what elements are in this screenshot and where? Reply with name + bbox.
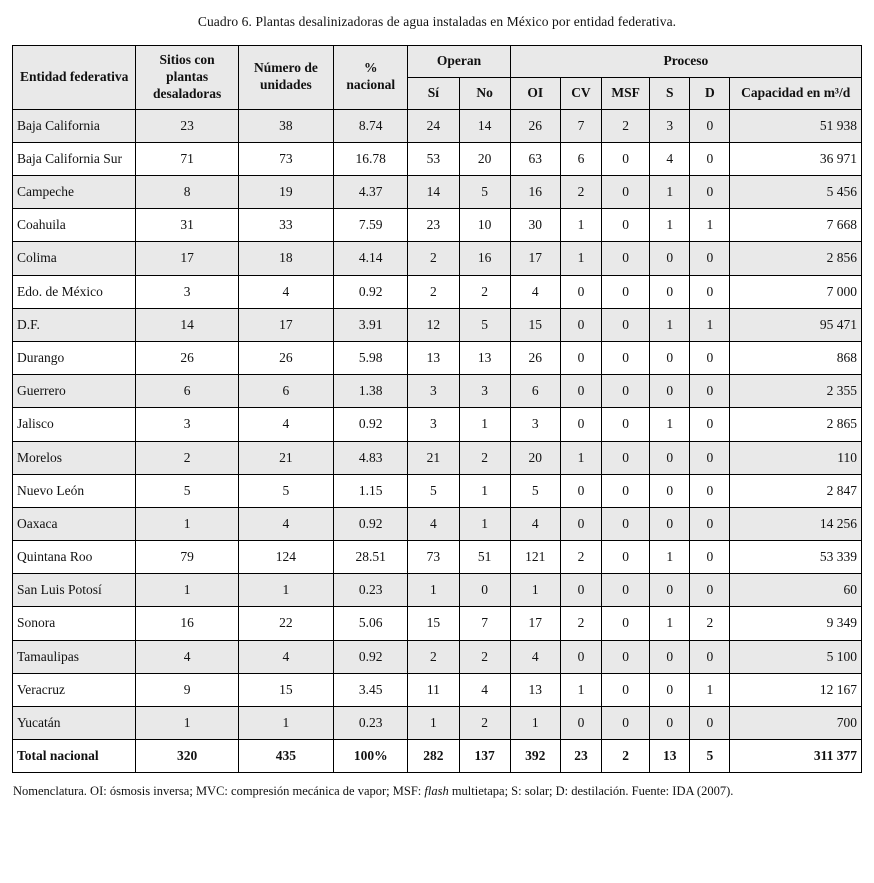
col-header-cv: CV (560, 77, 601, 109)
value-cell: 0 (602, 275, 650, 308)
value-cell: 73 (408, 541, 459, 574)
value-cell: 0.92 (334, 507, 408, 540)
value-cell: 10 (459, 209, 510, 242)
value-cell: 0 (602, 375, 650, 408)
value-cell: 1.38 (334, 375, 408, 408)
value-cell: 1 (238, 707, 333, 740)
value-cell: 0 (690, 640, 730, 673)
entidad-cell: D.F. (13, 308, 136, 341)
value-cell: 3 (459, 375, 510, 408)
value-cell: 4 (238, 275, 333, 308)
value-cell: 11 (408, 673, 459, 706)
value-cell: 2 (690, 607, 730, 640)
value-cell: 3 (510, 408, 560, 441)
value-cell: 33 (238, 209, 333, 242)
value-cell: 79 (136, 541, 238, 574)
table-caption: Cuadro 6. Plantas desalinizadoras de agua instaladas en México por entidad federativa. (197, 14, 677, 29)
value-cell: 0 (602, 142, 650, 175)
value-cell: 16 (136, 607, 238, 640)
value-cell: 4 (650, 142, 690, 175)
table-row (13, 308, 862, 341)
value-cell: 3 (408, 375, 459, 408)
value-cell: 1 (408, 574, 459, 607)
col-header-msf: MSF (602, 77, 650, 109)
value-cell: 2 (136, 441, 238, 474)
value-cell: 0 (560, 574, 601, 607)
value-cell: 1 (136, 507, 238, 540)
table-row (13, 441, 862, 474)
table-row (13, 375, 862, 408)
value-cell: 0 (602, 574, 650, 607)
entidad-cell: Campeche (13, 176, 136, 209)
value-cell: 320 (136, 740, 238, 773)
value-cell: 0 (602, 308, 650, 341)
value-cell: 1 (510, 707, 560, 740)
value-cell: 1.15 (334, 474, 408, 507)
value-cell: 26 (510, 109, 560, 142)
value-cell: 5.06 (334, 607, 408, 640)
col-header-no: No (459, 77, 510, 109)
value-cell: 60 (730, 574, 862, 607)
value-cell: 3 (136, 275, 238, 308)
value-cell: 1 (690, 673, 730, 706)
value-cell: 31 (136, 209, 238, 242)
value-cell: 121 (510, 541, 560, 574)
value-cell: 0 (690, 408, 730, 441)
value-cell: 700 (730, 707, 862, 740)
value-cell: 4 (136, 640, 238, 673)
value-cell: 8 (136, 176, 238, 209)
value-cell: 0 (690, 574, 730, 607)
col-header-capacidad: Capacidad en m³/d (730, 77, 862, 109)
value-cell: 0 (650, 673, 690, 706)
value-cell: 0 (560, 640, 601, 673)
value-cell: 4 (408, 507, 459, 540)
entidad-cell: Baja California Sur (13, 142, 136, 175)
value-cell: 435 (238, 740, 333, 773)
value-cell: 1 (650, 176, 690, 209)
value-cell: 2 (459, 640, 510, 673)
value-cell: 0 (650, 474, 690, 507)
value-cell: 23 (560, 740, 601, 773)
value-cell: 0 (650, 375, 690, 408)
entidad-cell: Morelos (13, 441, 136, 474)
value-cell: 0 (602, 640, 650, 673)
value-cell: 4.83 (334, 441, 408, 474)
value-cell: 2 (459, 275, 510, 308)
value-cell: 1 (238, 574, 333, 607)
value-cell: 7 000 (730, 275, 862, 308)
value-cell: 0 (650, 242, 690, 275)
value-cell: 4.14 (334, 242, 408, 275)
value-cell: 1 (510, 574, 560, 607)
value-cell: 28.51 (334, 541, 408, 574)
value-cell: 17 (238, 308, 333, 341)
value-cell: 0 (560, 275, 601, 308)
value-cell: 0 (602, 341, 650, 374)
value-cell: 0 (690, 375, 730, 408)
value-cell: 14 (459, 109, 510, 142)
value-cell: 282 (408, 740, 459, 773)
value-cell: 0.92 (334, 640, 408, 673)
table-row (13, 275, 862, 308)
value-cell: 0 (650, 707, 690, 740)
value-cell: 0 (650, 275, 690, 308)
value-cell: 0 (650, 507, 690, 540)
value-cell: 137 (459, 740, 510, 773)
value-cell: 15 (238, 673, 333, 706)
value-cell: 0 (690, 474, 730, 507)
value-cell: 5 (408, 474, 459, 507)
value-cell: 14 (408, 176, 459, 209)
value-cell: 0.23 (334, 574, 408, 607)
value-cell: 12 (408, 308, 459, 341)
value-cell: 0 (602, 673, 650, 706)
entidad-cell: Baja California (13, 109, 136, 142)
value-cell: 7.59 (334, 209, 408, 242)
value-cell: 36 971 (730, 142, 862, 175)
col-group-operan: Operan (408, 46, 510, 78)
value-cell: 2 (602, 740, 650, 773)
table-row (13, 640, 862, 673)
entidad-cell: Jalisco (13, 408, 136, 441)
value-cell: 23 (136, 109, 238, 142)
table-row (13, 507, 862, 540)
value-cell: 0 (459, 574, 510, 607)
value-cell: 18 (238, 242, 333, 275)
value-cell: 2 (560, 607, 601, 640)
value-cell: 0.92 (334, 408, 408, 441)
entidad-cell: Sonora (13, 607, 136, 640)
value-cell: 0 (602, 707, 650, 740)
value-cell: 2 (408, 242, 459, 275)
value-cell: 2 (560, 541, 601, 574)
value-cell: 14 (136, 308, 238, 341)
value-cell: 26 (136, 341, 238, 374)
value-cell: 30 (510, 209, 560, 242)
total-row (13, 740, 862, 773)
value-cell: 38 (238, 109, 333, 142)
value-cell: 13 (510, 673, 560, 706)
value-cell: 15 (408, 607, 459, 640)
value-cell: 6 (238, 375, 333, 408)
value-cell: 5 100 (730, 640, 862, 673)
value-cell: 3 (408, 408, 459, 441)
entidad-cell: Tamaulipas (13, 640, 136, 673)
value-cell: 0 (560, 375, 601, 408)
value-cell: 4 (238, 507, 333, 540)
value-cell: 0 (690, 507, 730, 540)
entidad-cell: Veracruz (13, 673, 136, 706)
value-cell: 4 (510, 275, 560, 308)
value-cell: 0 (602, 441, 650, 474)
value-cell: 16 (510, 176, 560, 209)
table-row (13, 574, 862, 607)
entidad-cell: Yucatán (13, 707, 136, 740)
value-cell: 0 (560, 507, 601, 540)
value-cell: 4 (510, 640, 560, 673)
value-cell: 2 (408, 275, 459, 308)
col-header-nacional: % nacional (334, 46, 408, 110)
value-cell: 5.98 (334, 341, 408, 374)
value-cell: 0 (690, 541, 730, 574)
value-cell: 3 (136, 408, 238, 441)
value-cell: 16.78 (334, 142, 408, 175)
value-cell: 0 (602, 607, 650, 640)
table-row (13, 474, 862, 507)
value-cell: 0 (690, 707, 730, 740)
value-cell: 2 (459, 707, 510, 740)
value-cell: 2 (602, 109, 650, 142)
value-cell: 1 (650, 209, 690, 242)
value-cell: 0 (602, 176, 650, 209)
footnote (12, 773, 862, 799)
value-cell: 9 349 (730, 607, 862, 640)
entidad-cell: Oaxaca (13, 507, 136, 540)
table-head (13, 46, 862, 110)
table-row (13, 176, 862, 209)
value-cell: 95 471 (730, 308, 862, 341)
value-cell: 2 (560, 176, 601, 209)
entidad-cell: Nuevo León (13, 474, 136, 507)
value-cell: 2 847 (730, 474, 862, 507)
value-cell: 1 (650, 541, 690, 574)
value-cell: 26 (510, 341, 560, 374)
value-cell: 13 (459, 341, 510, 374)
value-cell: 17 (510, 607, 560, 640)
value-cell: 51 (459, 541, 510, 574)
value-cell: 4 (238, 408, 333, 441)
value-cell: 0 (560, 308, 601, 341)
value-cell: 0 (690, 441, 730, 474)
value-cell: 1 (459, 408, 510, 441)
table-row (13, 707, 862, 740)
header-row-groups (13, 46, 862, 78)
value-cell: 13 (650, 740, 690, 773)
value-cell: 20 (510, 441, 560, 474)
value-cell: 15 (510, 308, 560, 341)
value-cell: 1 (690, 209, 730, 242)
value-cell: 8.74 (334, 109, 408, 142)
value-cell: 0 (690, 109, 730, 142)
value-cell: 7 668 (730, 209, 862, 242)
value-cell: 1 (560, 441, 601, 474)
value-cell: 0 (650, 640, 690, 673)
table-row (13, 142, 862, 175)
value-cell: 2 865 (730, 408, 862, 441)
value-cell: 5 (136, 474, 238, 507)
value-cell: 17 (136, 242, 238, 275)
table-row (13, 673, 862, 706)
value-cell: 2 856 (730, 242, 862, 275)
value-cell: 100% (334, 740, 408, 773)
value-cell: 0 (650, 574, 690, 607)
value-cell: 0.92 (334, 275, 408, 308)
value-cell: 51 938 (730, 109, 862, 142)
value-cell: 7 (459, 607, 510, 640)
entidad-cell: Colima (13, 242, 136, 275)
value-cell: 110 (730, 441, 862, 474)
value-cell: 124 (238, 541, 333, 574)
value-cell: 0 (602, 541, 650, 574)
table-row (13, 109, 862, 142)
value-cell: 3 (650, 109, 690, 142)
entidad-cell: Guerrero (13, 375, 136, 408)
value-cell: 1 (690, 308, 730, 341)
table-row (13, 242, 862, 275)
col-header-oi: OI (510, 77, 560, 109)
value-cell: 0 (690, 176, 730, 209)
entidad-cell: San Luis Potosí (13, 574, 136, 607)
table-row (13, 541, 862, 574)
value-cell: 24 (408, 109, 459, 142)
value-cell: 311 377 (730, 740, 862, 773)
value-cell: 4 (459, 673, 510, 706)
value-cell: 1 (560, 673, 601, 706)
value-cell: 2 (408, 640, 459, 673)
value-cell: 26 (238, 341, 333, 374)
col-header-entidad: Entidad federativa (13, 46, 136, 110)
value-cell: 6 (136, 375, 238, 408)
value-cell: 0 (602, 209, 650, 242)
col-group-proceso: Proceso (510, 46, 861, 78)
value-cell: 5 (510, 474, 560, 507)
value-cell: 1 (136, 707, 238, 740)
value-cell: 0 (560, 341, 601, 374)
value-cell: 1 (459, 474, 510, 507)
value-cell: 0 (690, 242, 730, 275)
value-cell: 71 (136, 142, 238, 175)
value-cell: 19 (238, 176, 333, 209)
value-cell: 0 (650, 341, 690, 374)
table-body (13, 109, 862, 773)
value-cell: 17 (510, 242, 560, 275)
col-header-si: Sí (408, 77, 459, 109)
table-row (13, 209, 862, 242)
table-row (13, 607, 862, 640)
value-cell: 4 (238, 640, 333, 673)
value-cell: 1 (136, 574, 238, 607)
value-cell: 1 (560, 242, 601, 275)
value-cell: 1 (560, 209, 601, 242)
value-cell: 4.37 (334, 176, 408, 209)
value-cell: 0 (560, 408, 601, 441)
value-cell: 5 (459, 308, 510, 341)
value-cell: 0 (560, 707, 601, 740)
footnote-italic-term: flash (424, 784, 449, 799)
value-cell: 0 (602, 474, 650, 507)
value-cell: 0 (690, 142, 730, 175)
value-cell: 7 (560, 109, 601, 142)
value-cell: 0 (602, 242, 650, 275)
value-cell: 22 (238, 607, 333, 640)
value-cell: 0 (602, 408, 650, 441)
value-cell: 0 (650, 441, 690, 474)
value-cell: 868 (730, 341, 862, 374)
value-cell: 2 355 (730, 375, 862, 408)
value-cell: 392 (510, 740, 560, 773)
value-cell: 2 (459, 441, 510, 474)
value-cell: 5 (238, 474, 333, 507)
value-cell: 5 456 (730, 176, 862, 209)
col-header-d: D (690, 77, 730, 109)
table-row (13, 341, 862, 374)
value-cell: 0 (560, 474, 601, 507)
value-cell: 53 (408, 142, 459, 175)
value-cell: 53 339 (730, 541, 862, 574)
value-cell: 63 (510, 142, 560, 175)
desalination-table (12, 45, 862, 773)
value-cell: 1 (650, 308, 690, 341)
value-cell: 1 (650, 408, 690, 441)
value-cell: 23 (408, 209, 459, 242)
col-header-unidades: Número de unidades (238, 46, 333, 110)
value-cell: 3.91 (334, 308, 408, 341)
value-cell: 0 (690, 341, 730, 374)
value-cell: 21 (238, 441, 333, 474)
value-cell: 21 (408, 441, 459, 474)
value-cell: 3.45 (334, 673, 408, 706)
value-cell: 5 (690, 740, 730, 773)
value-cell: 9 (136, 673, 238, 706)
entidad-cell: Edo. de México (13, 275, 136, 308)
entidad-cell: Quintana Roo (13, 541, 136, 574)
table-row (13, 408, 862, 441)
value-cell: 1 (408, 707, 459, 740)
value-cell: 16 (459, 242, 510, 275)
entidad-cell: Coahuila (13, 209, 136, 242)
value-cell: 5 (459, 176, 510, 209)
value-cell: 14 256 (730, 507, 862, 540)
value-cell: 4 (510, 507, 560, 540)
entidad-cell: Total nacional (13, 740, 136, 773)
value-cell: 13 (408, 341, 459, 374)
entidad-cell: Durango (13, 341, 136, 374)
col-header-s: S (650, 77, 690, 109)
value-cell: 0 (690, 275, 730, 308)
value-cell: 73 (238, 142, 333, 175)
value-cell: 12 167 (730, 673, 862, 706)
value-cell: 6 (510, 375, 560, 408)
footnote-text: Nomenclatura. OI: ósmosis inversa; MVC: compresión mecánica de vapor; MSF: (13, 784, 425, 799)
value-cell: 1 (650, 607, 690, 640)
value-cell: 20 (459, 142, 510, 175)
value-cell: 0 (602, 507, 650, 540)
col-header-sitios: Sitios con plantas desaladoras (136, 46, 238, 110)
value-cell: 0.23 (334, 707, 408, 740)
footnote-text-end: multietapa; S: solar; D: destilación. Fuente: IDA (2007). (448, 784, 734, 799)
value-cell: 6 (560, 142, 601, 175)
value-cell: 1 (459, 507, 510, 540)
